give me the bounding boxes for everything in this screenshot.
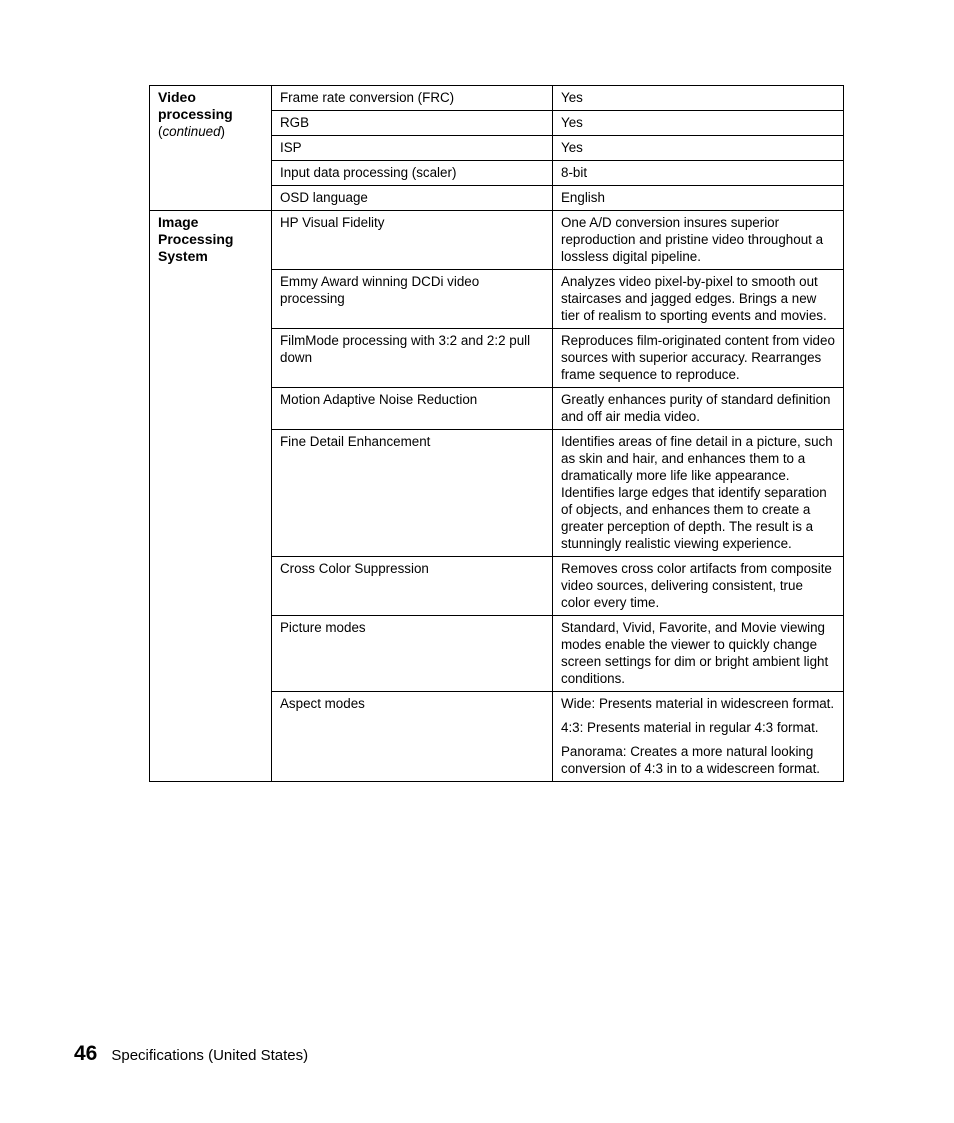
feature-cell: RGB bbox=[272, 111, 553, 136]
description-cell bbox=[553, 692, 844, 782]
feature-cell: OSD language bbox=[272, 186, 553, 211]
page-number: 46 bbox=[74, 1042, 98, 1065]
category-label: Processing bbox=[158, 231, 234, 247]
description-cell bbox=[553, 616, 844, 692]
specifications-table-body bbox=[150, 86, 844, 782]
page-footer bbox=[74, 1042, 308, 1068]
feature-cell: HP Visual Fidelity bbox=[272, 211, 553, 270]
description-text: Yes bbox=[561, 90, 583, 105]
description-cell bbox=[553, 430, 844, 557]
description-cell bbox=[553, 111, 844, 136]
description-text: Reproduces film-originated content from video sources with superior accuracy. Rearranges frame sequence to reproduce. bbox=[561, 333, 835, 382]
description-text: Yes bbox=[561, 115, 583, 130]
description-text: Analyzes video pixel-by-pixel to smooth out staircases and jagged edges. Brings a new tier of realism to sporting events and movies. bbox=[561, 274, 827, 323]
description-text: Standard, Vivid, Favorite, and Movie viewing modes enable the viewer to quickly change screen settings for dim or bright ambient light conditions. bbox=[561, 620, 829, 686]
category-label: System bbox=[158, 248, 208, 264]
feature-cell: Emmy Award winning DCDi video processing bbox=[272, 270, 553, 329]
description-text: English bbox=[561, 190, 605, 205]
footer-title: Specifications (United States) bbox=[111, 1047, 309, 1064]
description-cell bbox=[553, 388, 844, 430]
category-label: Image bbox=[158, 214, 199, 230]
description-cell bbox=[553, 211, 844, 270]
category-label: Video bbox=[158, 89, 196, 105]
description-text: 8-bit bbox=[561, 165, 588, 180]
category-label: processing bbox=[158, 106, 233, 122]
description-text: Greatly enhances purity of standard definition and off air media video. bbox=[561, 392, 831, 424]
description-text: Yes bbox=[561, 140, 583, 155]
description-cell bbox=[553, 270, 844, 329]
category-note: (continued) bbox=[158, 124, 226, 139]
description-text: One A/D conversion insures superior reproduction and pristine video throughout a lossless digital pipeline. bbox=[561, 215, 824, 264]
table-row bbox=[150, 211, 844, 270]
description-text: Wide: Presents material in widescreen format. bbox=[561, 696, 835, 711]
description-cell bbox=[553, 136, 844, 161]
description-cell bbox=[553, 557, 844, 616]
table-row bbox=[150, 86, 844, 111]
feature-cell: Input data processing (scaler) bbox=[272, 161, 553, 186]
feature-cell: Frame rate conversion (FRC) bbox=[272, 86, 553, 111]
section-category bbox=[150, 86, 272, 211]
feature-cell: ISP bbox=[272, 136, 553, 161]
feature-cell: Motion Adaptive Noise Reduction bbox=[272, 388, 553, 430]
description-text: Identifies areas of fine detail in a picture, such as skin and hair, and enhances them to a dramatically more life like appearance. Identifies large edges that identify separation of objects, and enhances them to create a greater perception of depth. The result is a stunningly realistic viewing experience. bbox=[561, 434, 833, 551]
description-cell bbox=[553, 329, 844, 388]
feature-cell: Aspect modes bbox=[272, 692, 553, 782]
description-text: Removes cross color artifacts from composite video sources, delivering consistent, true color every time. bbox=[561, 561, 832, 610]
section-category bbox=[150, 211, 272, 782]
feature-cell: Cross Color Suppression bbox=[272, 557, 553, 616]
description-cell bbox=[553, 161, 844, 186]
category-note-text: continued bbox=[162, 124, 221, 139]
feature-cell: Fine Detail Enhancement bbox=[272, 430, 553, 557]
feature-cell: Picture modes bbox=[272, 616, 553, 692]
description-cell bbox=[553, 86, 844, 111]
description-cell bbox=[553, 186, 844, 211]
feature-cell: FilmMode processing with 3:2 and 2:2 pull down bbox=[272, 329, 553, 388]
description-text: Panorama: Creates a more natural looking conversion of 4:3 in to a widescreen format. bbox=[561, 744, 821, 776]
specifications-table bbox=[149, 85, 844, 782]
description-text: 4:3: Presents material in regular 4:3 format. bbox=[561, 720, 819, 735]
